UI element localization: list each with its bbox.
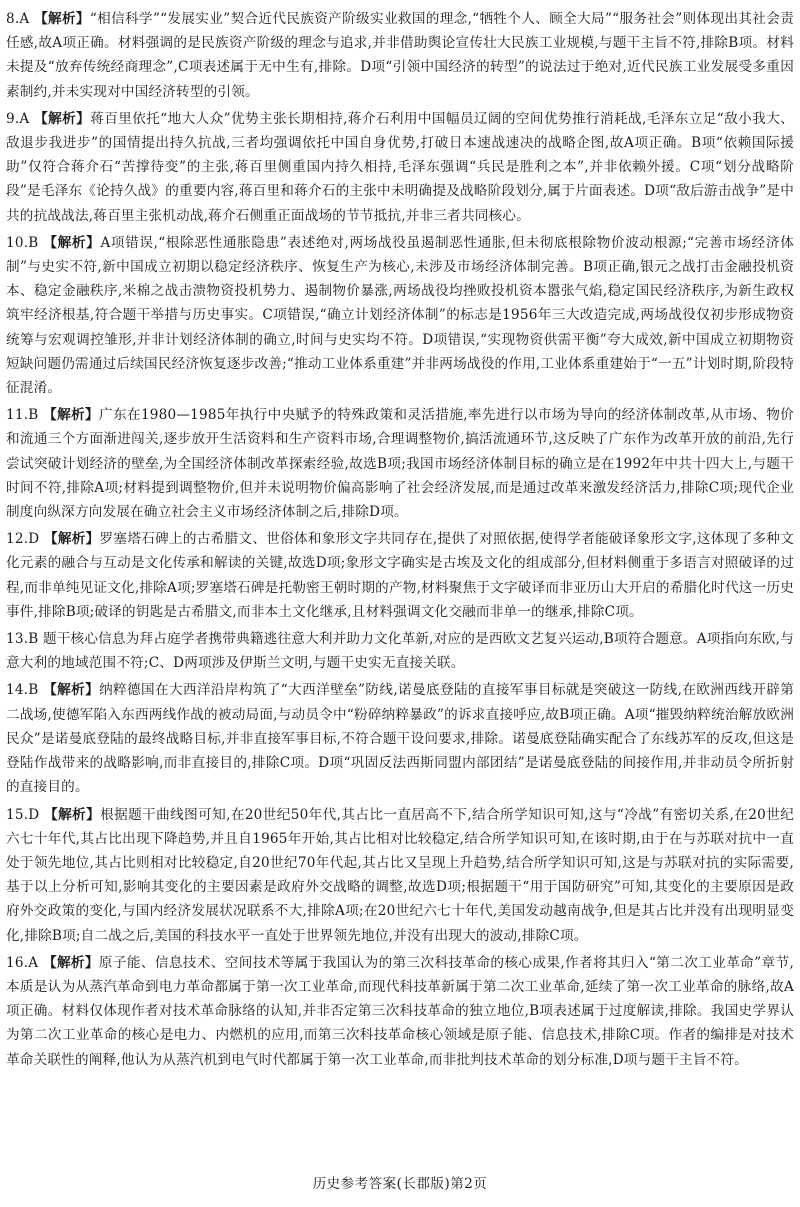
answer-text: 原子能、信息技术、空间技术等属于我国认为的第三次科技革命的核心成果,作者将其归入“第二次工业革命”章节,本质是认为从蒸汽革命到电力革命都属于第一次工业革命,而现代科技革新属于第二次工业革命,延续了第一次工业革命的脉络,故A项正确。材料仅体现作者对技术革命脉络的认知,并非否定第三次科技革命的独立地位,B项表述属于过度解读,排除。我国史学界认为第二次工业革命的核心是电力、内燃机的应用,而第三次科技革命核心领域是原子能、信息技术,排除C项。作者的编排是对技术革命关联性的阐释,他认为从蒸汽机到电气时代都属于第一次工业革命,而非批判技术革命的划分标准,D项与题干主旨不符。 <box>6 954 794 1068</box>
answer-item-16 <box>6 951 794 1072</box>
answer-item-10 <box>6 231 794 400</box>
answer-text: 广东在1980—1985年执行中央赋予的特殊政策和灵活措施,率先进行以市场为导向的经济体制改革,从市场、物价和流通三个方面渐进闯关,逐步放开生活资料和生产资料市场,合理调整物价,搞活流通环节,这反映了广东作为改革开放的前沿,先行尝试突破计划经济的壁垒,为全国经济体制改革探索经验,故选B项;我国市场经济体制目标的确立是在1992年中共十四大上,与题干时间不符,排除A项;材料提到调整物价,但并未说明物价偏高影响了社会经济发展,而是通过改革来激发经济活力,排除C项;现代企业制度向纵深方向发展在确立社会主义市场经济体制之后,排除D项。 <box>6 407 794 521</box>
answer-text: 纳粹德国在大西洋沿岸构筑了“大西洋壁垒”防线,诺曼底登陆的直接军事目标就是突破这一防线,在欧洲西线开辟第二战场,使德军陷入东西两线作战的被动局面,与动员令中“粉碎纳粹暴政”的诉求直接呼应,故B项正确。A项“摧毁纳粹统治解放欧洲民众”是诺曼底登陆的最终战略目标,并非直接军事目标,不符合题干设问要求,排除。诺曼底登陆确实配合了东线苏军的反攻,但这是登陆作战带来的战略影响,而非直接目的,排除C项。D项“巩固反法西斯同盟内部团结”是诺曼底登陆的间接作用,并非动员令所折射的直接目的。 <box>6 682 794 796</box>
question-number: 14.B <box>6 682 39 699</box>
answer-item-11 <box>6 403 794 524</box>
answer-item-12 <box>6 527 794 624</box>
question-number: 9.A <box>6 110 30 127</box>
question-number: 13.B <box>6 631 39 648</box>
answer-text: A项错误,“根除恶性通胀隐患”表述绝对,两场战役虽遏制恶性通胀,但未彻底根除物价波动根源;“完善市场经济体制”与史实不符,新中国成立初期以稳定经济秩序、恢复生产为核心,未涉及市场经济体制完善。B项正确,银元之战打击金融投机资本、稳定金融秩序,米棉之战击溃物资投机势力、遏制物价暴涨,两场战役均挫败投机资本嚣张气焰,稳定国民经济秩序,为新生政权筑牢经济根基,符合题干举措与历史事实。C项错误,“确立计划经济体制”的标志是1956年三大改造完成,两场战役仅初步形成物资统筹与宏观调控雏形,并非计划经济体制的确立,时间与史实均不符。D项错误,“实现物资供需平衡”夸大成效,新中国成立初期物资短缺问题仍需通过后续国民经济恢复逐步改善;“推动工业体系重建”并非两场战役的作用,工业体系重建始于“一五”计划时期,阶段特征混淆。 <box>6 234 794 397</box>
answer-text: 罗塞塔石碑上的古希腊文、世俗体和象形文字共同存在,提供了对照依据,使得学者能破译象形文字,这体现了多种文化元素的融合与互动是文化传承和解读的关键,故选D项;象形文字确实是古埃及文化的组成部分,但材料侧重于多语言对照破译的过程,而非单纯见证文化,排除A项;罗塞塔石碑是托勒密王朝时期的产物,材料聚焦于文字破译而非亚历山大开启的希腊化时代这一历史事件,排除B项;破译的钥匙是古希腊文,而非本土文化继承,且材料强调文化交融而非单一的继承,排除C项。 <box>6 531 794 620</box>
answer-text: 根据题干曲线图可知,在20世纪50年代,其占比一直居高不下,结合所学知识可知,这与“冷战”有密切关系,在20世纪六七十年代,其占比出现下降趋势,并且自1965年开始,其占比相对比较稳定,结合所学知识可知,在该时期,由于在与苏联对抗中一直处于领先地位,其占比则相对比较稳定,自20世纪70年代起,其占比又呈现上升趋势,结合所学知识可知,这是与苏联对抗的实际需要,基于以上分析可知,影响其变化的主要因素是政府外交战略的调整,故选D项;根据题干“用于国防研究”可知,其变化的主要原因是政府外交政策的变化,与国内经济发展状况联系不大,排除A项;在20世纪六七十年代,美国发动越南战争,但是其占比并没有出现明显变化,排除B项;自二战之后,美国的科技水平一直处于世界领先地位,并没有出现大的波动,排除C项。 <box>6 806 794 944</box>
analysis-tag: 【解析】 <box>43 234 101 251</box>
answer-page <box>6 7 794 1075</box>
page-footer: 历史参考答案(长郡版)第2页 <box>312 1176 488 1192</box>
analysis-tag: 【解析】 <box>42 954 99 971</box>
question-number: 12.D <box>6 531 40 548</box>
analysis-tag: 【解析】 <box>43 531 100 548</box>
question-number: 16.A <box>6 954 39 971</box>
question-number: 8.A <box>6 11 30 27</box>
question-number: 10.B <box>6 234 39 251</box>
answer-item-15 <box>6 803 794 948</box>
answer-text: 蒋百里依托“地大人众”优势主张长期相持,蒋介石利用中国幅员辽阔的空间优势推行消耗战,毛泽东立足“敌小我大、敌退步我进步”的国情提出持久抗战,三者均强调依托中国自身优势,打破日本速战速决的战略企图,故A项正确。B项“依赖国际援助”仅符合蒋介石“苦撑待变”的主张,蒋百里侧重国内持久相持,毛泽东强调“兵民是胜利之本”,并非依赖外援。C项“划分战略阶段”是毛泽东《论持久战》的重要内容,蒋百里和蒋介石的主张中未明确提及战略阶段划分,属于片面表述。D项“敌后游击战争”是中共的抗战战法,蒋百里主张机动战,蒋介石侧重正面战场的节节抵抗,并非三者共同核心。 <box>6 110 794 224</box>
analysis-tag: 【解析】 <box>34 110 91 127</box>
answer-item-9 <box>6 107 794 228</box>
analysis-tag: 【解析】 <box>34 11 90 27</box>
answer-item-13 <box>6 627 794 675</box>
question-number: 11.B <box>6 407 39 424</box>
answer-item-8 <box>6 7 794 104</box>
analysis-tag: 【解析】 <box>44 806 101 823</box>
analysis-tag: 【解析】 <box>43 407 100 424</box>
answer-item-14 <box>6 678 794 799</box>
question-number: 15.D <box>6 806 40 823</box>
answer-text: “相信科学”“发展实业”契合近代民族资产阶级实业救国的理念,“牺牲个人、顾全大局”“服务社会”则体现出其社会责任感,故A项正确。材料强调的是民族资产阶级的理念与追求,并非借助舆论宣传壮大民族工业规模,与题干主旨不符,排除B项。材料未提及“放弃传统经商理念”,C项表述属于无中生有,排除。D项“引领中国经济的转型”的说法过于绝对,近代民族工业发展受多重因素制约,并未实现对中国经济转型的引领。 <box>6 11 794 100</box>
analysis-tag: 【解析】 <box>43 682 100 699</box>
answer-text: 题干核心信息为拜占庭学者携带典籍逃往意大利并助力文化革新,对应的是西欧文艺复兴运动,B项符合题意。A项指向东欧,与意大利的地域范围不符;C、D两项涉及伊斯兰文明,与题干史实无直接关联。 <box>6 631 794 672</box>
